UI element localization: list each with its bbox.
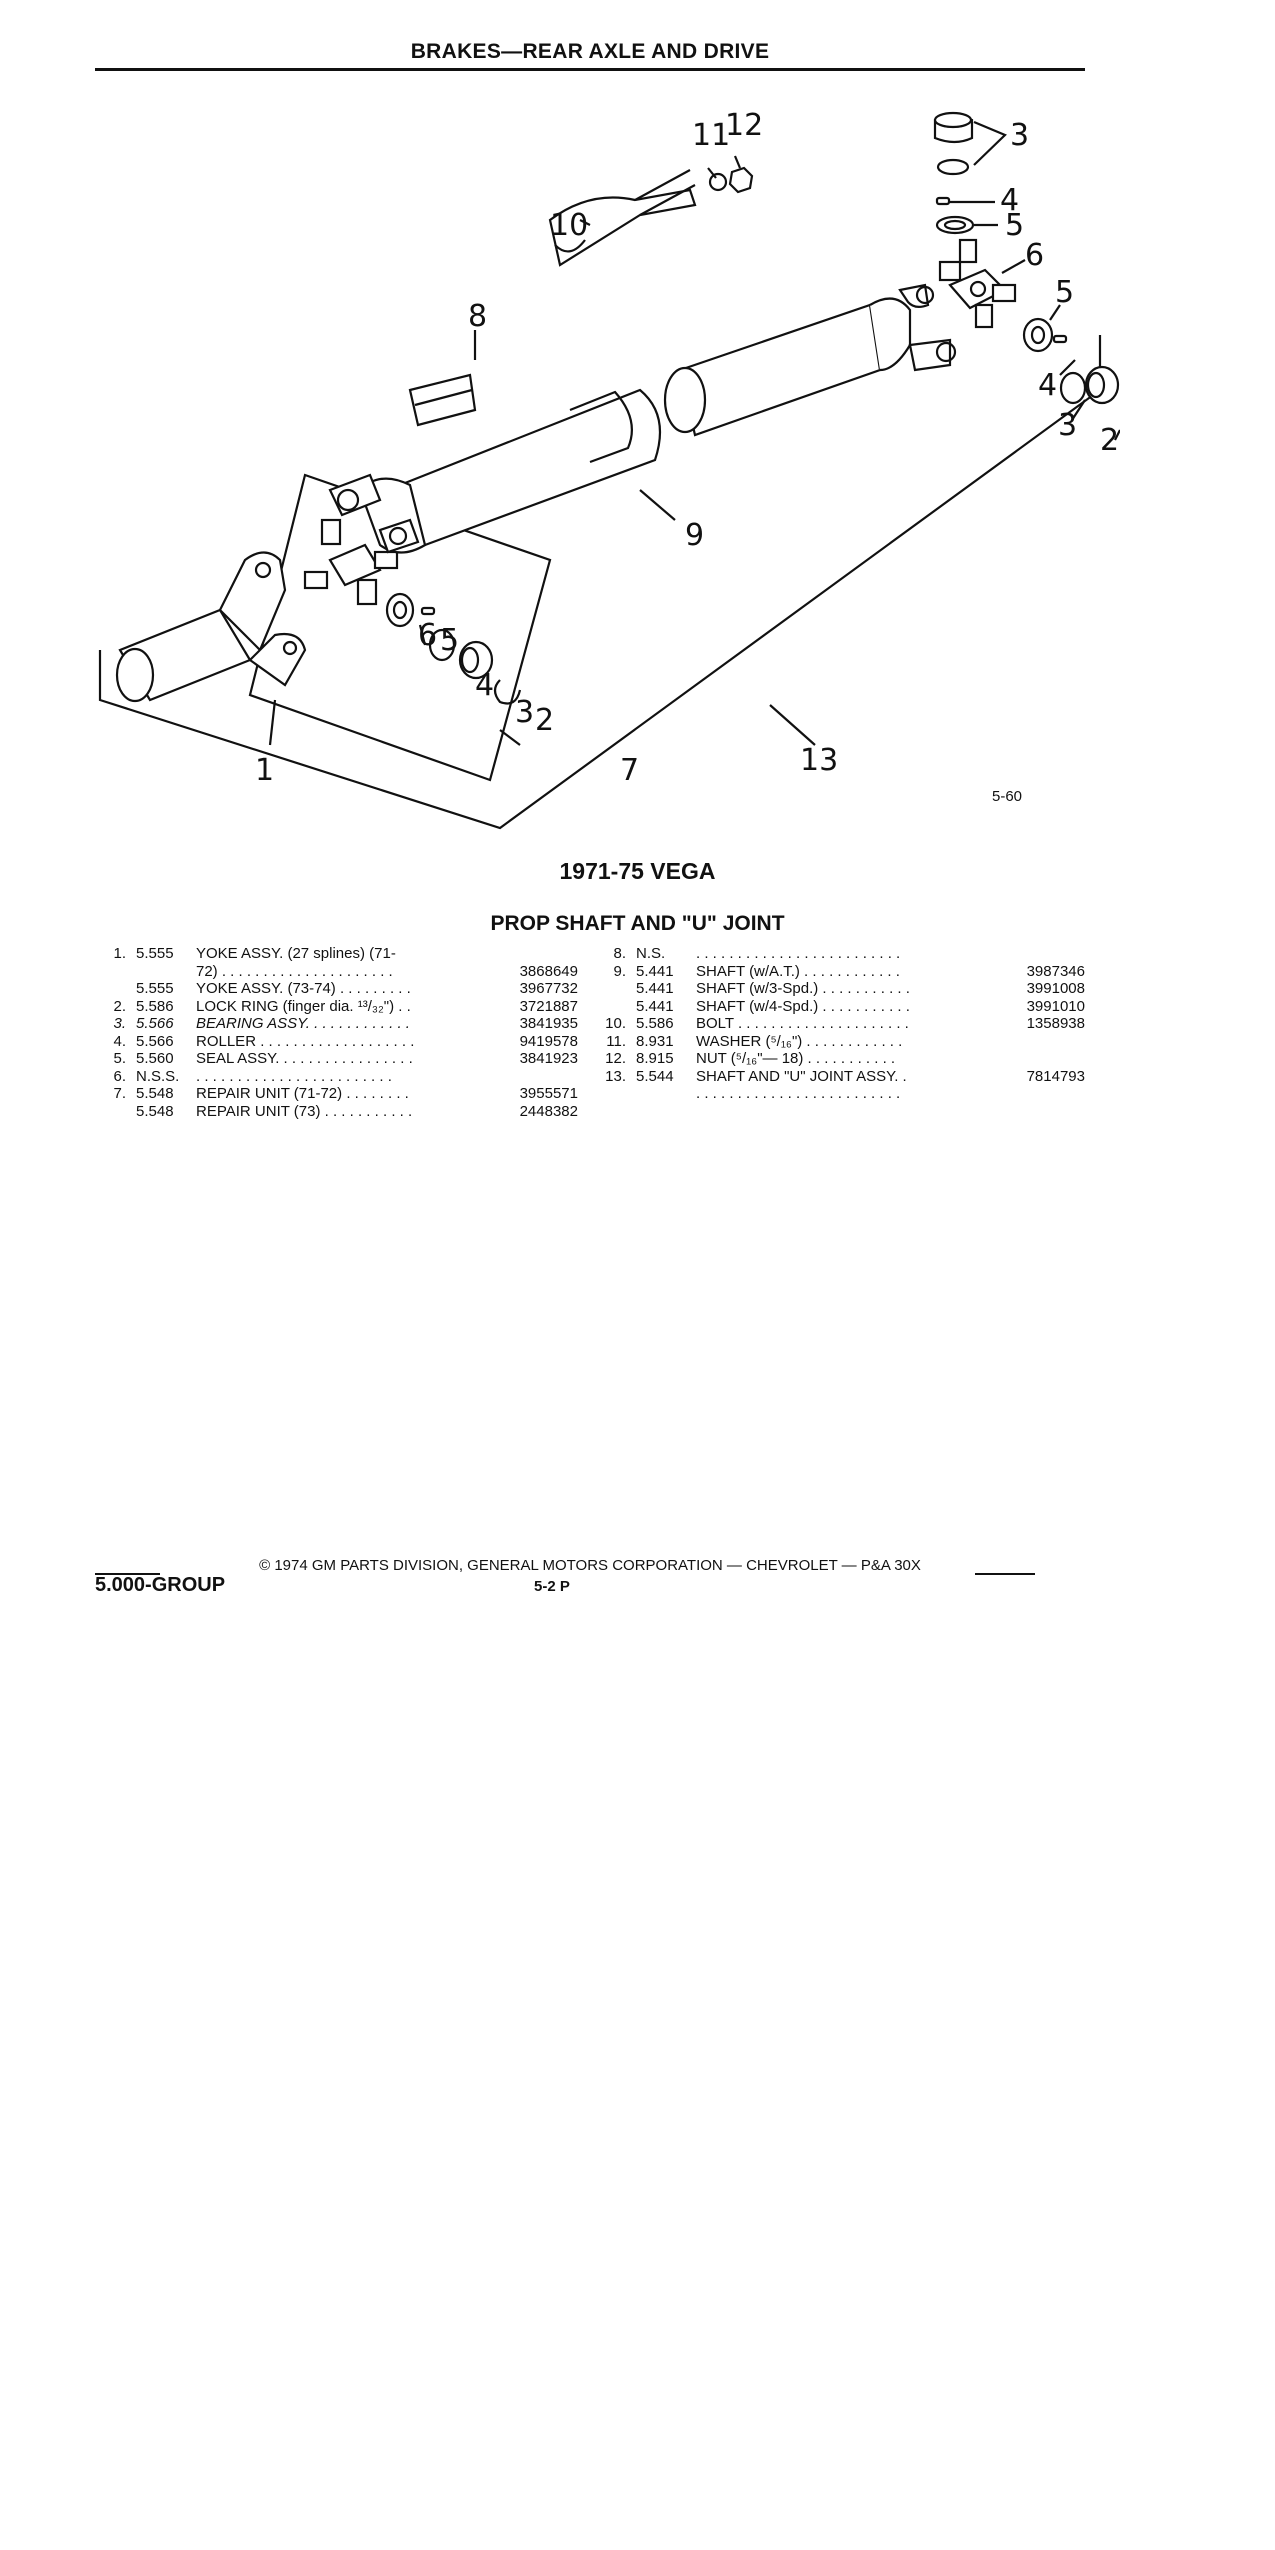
parts-desc: SHAFT (w/3-Spd.) . . . . . . . . . . . [696, 980, 910, 997]
parts-list-right [598, 945, 1085, 1103]
callout-6-upper: 6 [1025, 238, 1045, 273]
parts-row [98, 998, 578, 1016]
callout-10: 10 [550, 208, 589, 243]
callout-4-right: 4 [1038, 368, 1058, 403]
parts-desc: SHAFT (w/A.T.) . . . . . . . . . . . . [696, 962, 900, 980]
callout-2: 2 [535, 703, 555, 738]
footer-page-number: 5-2 P [534, 1578, 570, 1595]
parts-num: 1. [113, 945, 126, 962]
figure-code: 5-60 [992, 788, 1023, 805]
seal-upper [937, 217, 973, 233]
parts-group: 5.586 [636, 1015, 674, 1032]
parts-row [98, 1050, 578, 1068]
parts-pn: 3991008 [1026, 980, 1085, 997]
parts-group: 5.560 [136, 1050, 174, 1067]
parts-row [98, 1103, 578, 1121]
parts-num: 13. [605, 1067, 626, 1085]
callout-4-upper: 4 [1000, 183, 1020, 218]
parts-num: 8. [613, 945, 626, 962]
parts-group: 5.586 [136, 997, 174, 1015]
callout-12: 12 [725, 108, 764, 143]
roller-upper [937, 198, 949, 204]
callout-6: 6 [418, 618, 438, 653]
parts-desc: BEARING ASSY. . . . . . . . . . . . . [196, 1015, 410, 1032]
seal-right [1024, 319, 1052, 351]
parts-row [98, 963, 578, 981]
parts-desc: BOLT . . . . . . . . . . . . . . . . . . . . . [696, 1015, 909, 1032]
parts-row [598, 1050, 1085, 1068]
parts-pn: 3841923 [519, 1050, 578, 1067]
parts-pn: 2448382 [519, 1102, 578, 1120]
parts-group: 5.555 [136, 945, 174, 962]
parts-pn: 3868649 [519, 962, 578, 980]
bearing-upper-b [938, 160, 968, 174]
roller-lower [422, 608, 434, 614]
parts-num: 6. [113, 1067, 126, 1085]
parts-row [98, 1015, 578, 1033]
callout-2-right: 2 [1100, 423, 1120, 458]
footer-copyright: © 1974 GM PARTS DIVISION, GENERAL MOTORS CORPORATION — CHEVROLET — P&A 30X [259, 1557, 921, 1574]
callout-13: 13 [800, 743, 839, 778]
parts-row [98, 1085, 578, 1103]
parts-desc: LOCK RING (finger dia. ¹³/₃₂") . . [196, 997, 411, 1015]
parts-num: 3. [113, 1015, 126, 1032]
parts-row [98, 945, 578, 963]
parts-num: 10. [605, 1015, 626, 1032]
parts-row [98, 1033, 578, 1051]
bearing-right-a [1061, 373, 1085, 403]
footer-rule-right [975, 1573, 1035, 1575]
callout-3: 3 [515, 695, 535, 730]
parts-group: 8.931 [636, 1032, 674, 1050]
parts-row [598, 1068, 1085, 1086]
parts-num: 7. [113, 1085, 126, 1102]
washer-11 [710, 174, 726, 190]
callout-5-right: 5 [1055, 275, 1075, 310]
prop-shaft-rear [665, 285, 955, 435]
parts-group: 5.441 [636, 962, 674, 980]
seal-lower [387, 594, 413, 626]
callout-8: 8 [468, 299, 488, 334]
parts-pn: 3991010 [1026, 997, 1085, 1015]
parts-pn: 3955571 [519, 1085, 578, 1102]
parts-list-left [98, 945, 578, 1120]
parts-pn: 3967732 [519, 980, 578, 997]
parts-pn: 1358938 [1026, 1015, 1085, 1032]
parts-desc: 72) . . . . . . . . . . . . . . . . . . . . . [196, 962, 393, 980]
parts-group: 5.566 [136, 1032, 174, 1050]
parts-num: 12. [605, 1050, 626, 1067]
parts-group: 5.441 [636, 980, 674, 997]
parts-group: 5.548 [136, 1102, 174, 1120]
parts-row [598, 963, 1085, 981]
callout-5: 5 [440, 623, 460, 658]
parts-num: 9. [613, 962, 626, 980]
parts-group: 5.441 [636, 997, 674, 1015]
parts-desc: REPAIR UNIT (71-72) . . . . . . . . [196, 1085, 409, 1102]
parts-row [98, 980, 578, 998]
parts-desc: . . . . . . . . . . . . . . . . . . . . . . . . [196, 1067, 392, 1085]
parts-row [598, 1015, 1085, 1033]
u-joint-cross-upper [940, 240, 1015, 327]
parts-num: 5. [113, 1050, 126, 1067]
parts-desc: YOKE ASSY. (27 splines) (71- [196, 945, 396, 962]
model-title: 1971-75 VEGA [559, 858, 716, 884]
prop-shaft-front [330, 390, 660, 553]
bearing-right-b [1086, 367, 1118, 403]
section-title: PROP SHAFT AND "U" JOINT [490, 912, 785, 935]
parts-row [598, 945, 1085, 963]
parts-pn: 7814793 [1026, 1067, 1085, 1085]
parts-pn: 3841935 [519, 1015, 578, 1032]
callout-3-upper: 3 [1010, 118, 1030, 153]
parts-row [598, 980, 1085, 998]
roller-right [1054, 336, 1066, 342]
parts-pn: 9419578 [519, 1032, 578, 1050]
parts-desc: NUT (⁵/₁₆"— 18) . . . . . . . . . . . [696, 1050, 896, 1067]
callout-4: 4 [475, 668, 495, 703]
parts-desc: . . . . . . . . . . . . . . . . . . . . . . . . . [696, 945, 901, 962]
parts-desc: YOKE ASSY. (73-74) . . . . . . . . . [196, 980, 411, 997]
header-rule [95, 68, 1085, 71]
parts-group: 5.548 [136, 1085, 174, 1102]
parts-row [98, 1068, 578, 1086]
parts-num: 4. [113, 1032, 126, 1050]
parts-row [598, 1033, 1085, 1051]
parts-desc: REPAIR UNIT (73) . . . . . . . . . . . [196, 1102, 413, 1120]
slip-yoke [117, 553, 305, 702]
parts-desc: SHAFT AND "U" JOINT ASSY. . [696, 1067, 907, 1085]
page-header-title: BRAKES—REAR AXLE AND DRIVE [410, 40, 770, 63]
callout-5-upper: 5 [1005, 208, 1025, 243]
parts-desc: SEAL ASSY. . . . . . . . . . . . . . . . . [196, 1050, 413, 1067]
parts-group: 5.544 [636, 1067, 674, 1085]
parts-num: 11. [606, 1032, 626, 1050]
parts-row [598, 998, 1085, 1016]
parts-desc: WASHER (⁵/₁₆") . . . . . . . . . . . . [696, 1032, 903, 1050]
parts-group: 5.555 [136, 980, 174, 997]
parts-group: N.S. [636, 945, 666, 962]
parts-pn: 3987346 [1026, 962, 1085, 980]
footer-group: 5.000-GROUP [95, 1574, 226, 1596]
parts-pn: 3721887 [519, 997, 578, 1015]
parts-desc: ROLLER . . . . . . . . . . . . . . . . . . . [196, 1032, 415, 1050]
parts-group: N.S.S. [136, 1067, 180, 1085]
callout-7: 7 [620, 753, 640, 788]
parts-desc: SHAFT (w/4-Spd.) . . . . . . . . . . . [696, 997, 910, 1015]
nut-12 [730, 168, 752, 192]
parts-row [598, 1085, 1085, 1103]
parts-group: 8.915 [636, 1050, 674, 1067]
callout-3-right: 3 [1058, 408, 1078, 443]
parts-desc: . . . . . . . . . . . . . . . . . . . . . . . . . [696, 1085, 901, 1102]
callout-1: 1 [255, 753, 275, 788]
callout-11: 11 [692, 118, 731, 153]
exploded-parts-diagram [80, 90, 1120, 860]
dust-cap [410, 375, 475, 425]
callout-9: 9 [685, 518, 705, 553]
parts-num: 2. [113, 997, 126, 1015]
parts-group: 5.566 [136, 1015, 174, 1032]
